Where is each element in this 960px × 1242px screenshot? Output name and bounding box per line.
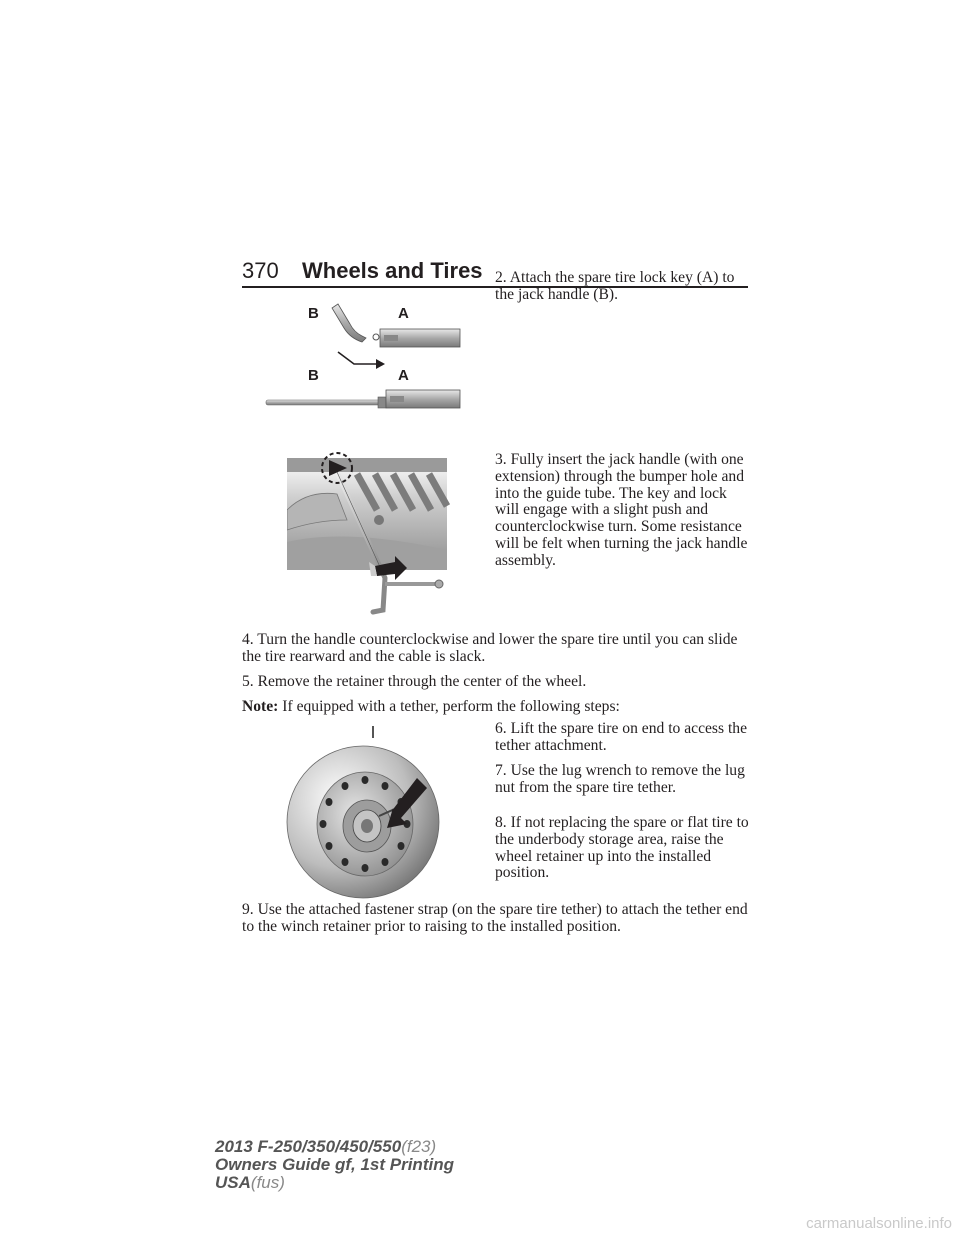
label-b-top: B (308, 305, 319, 322)
label-b-bottom: B (308, 367, 319, 384)
step-8-text: 8. If not replacing the spare or flat tire to the underbody storage area, raise the wheel retainer up into the installed position. (495, 814, 749, 882)
step-9-text: 9. Use the attached fastener strap (on the spare tire tether) to attach the tether end to the winch retainer prior to raising to the installed position. (242, 901, 748, 935)
note-label: Note: (242, 698, 279, 715)
bumper-illustration (287, 450, 467, 618)
watermark: carmanualsonline.info (806, 1215, 952, 1232)
key-handle-illustration (258, 296, 468, 416)
step-3-text: 3. Fully insert the jack handle (with one extension) through the bumper hole and into the guide tube. The key and lock will engage with a slight push and counterclockwise turn. Some resistance will be felt when turning the jack handle assembly. (495, 451, 748, 569)
note-text (242, 699, 752, 716)
page-number: 370 (242, 258, 279, 283)
section-title: Wheels and Tires (302, 258, 483, 283)
step-5-text: 5. Remove the retainer through the center of the wheel. (242, 673, 587, 690)
arrow-icon (376, 359, 385, 369)
footer-model-code: (f23) (401, 1137, 437, 1156)
label-a-top: A (398, 305, 409, 322)
step-4-text: 4. Turn the handle counterclockwise and lower the spare tire until you can slide the tire rearward and the cable is slack. (242, 631, 738, 665)
spare-tire-illustration (283, 720, 443, 900)
step-2-text: 2. Attach the spare tire lock key (A) to the jack handle (B). (495, 269, 735, 303)
footer-model: 2013 F-250/350/450/550 (215, 1137, 402, 1156)
step-7-text: 7. Use the lug wrench to remove the lug nut from the spare tire tether. (495, 762, 745, 796)
note-body: If equipped with a tether, perform the following steps: (282, 698, 620, 715)
label-a-bottom: A (398, 367, 409, 384)
footer (215, 1138, 454, 1192)
footer-region: USA (215, 1173, 251, 1192)
step-6-text: 6. Lift the spare tire on end to access the tether attachment. (495, 720, 748, 754)
footer-region-code: (fus) (250, 1173, 285, 1192)
footer-guide: Owners Guide gf, 1st Printing (215, 1155, 454, 1174)
